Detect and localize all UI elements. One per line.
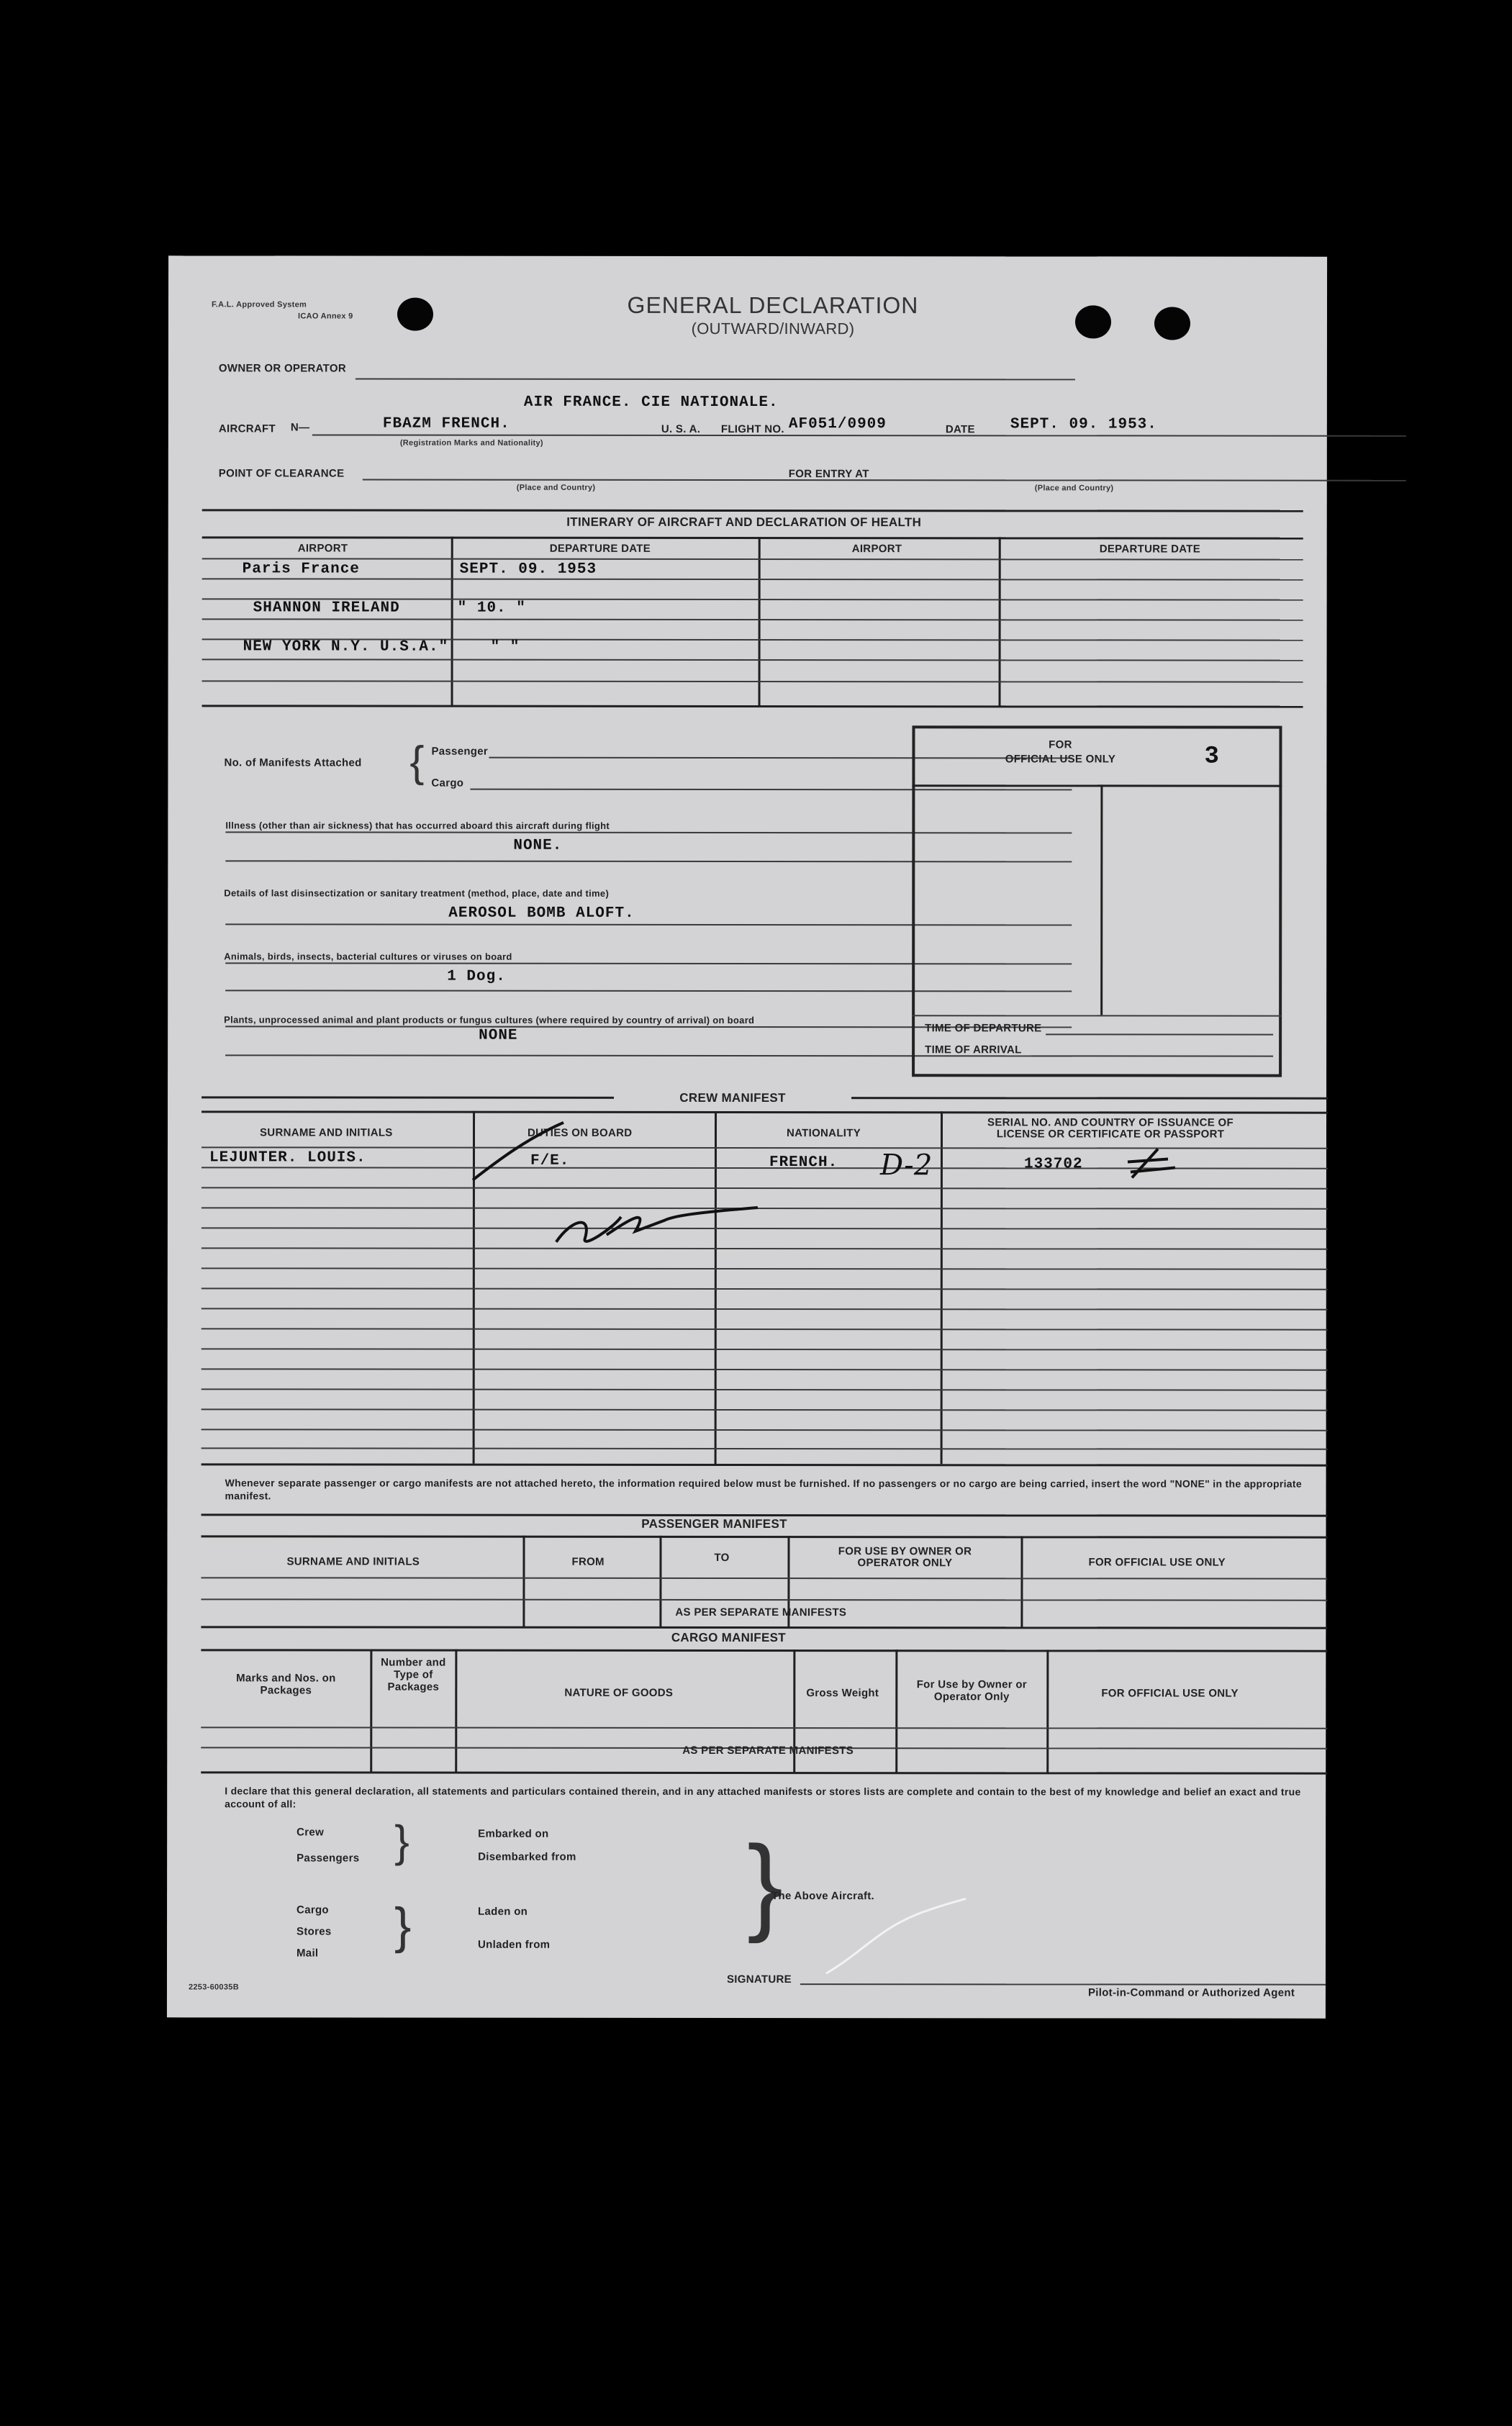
itinerary-airport-1: Paris France xyxy=(242,561,360,578)
embarked-decl: Embarked on xyxy=(478,1827,549,1840)
signature-line xyxy=(800,1983,1326,1986)
punch-hole-right-2 xyxy=(1154,307,1190,340)
itinerary-row-line xyxy=(202,658,1303,661)
animals-label: Animals, birds, insects, bacterial cultures or viruses on board xyxy=(224,951,512,962)
disinsect-value: AEROSOL BOMB ALOFT. xyxy=(448,905,635,922)
crew-surname-1: LEJUNTER. LOUIS. xyxy=(209,1149,366,1167)
itinerary-header-line xyxy=(202,536,1303,539)
form-subtitle: (OUTWARD/INWARD) xyxy=(691,319,855,338)
itinerary-date-3: " " xyxy=(490,638,520,656)
cargo-col-nature: NATURE OF GOODS xyxy=(564,1686,674,1699)
unladen-decl: Unladen from xyxy=(478,1938,551,1951)
passengers-decl: Passengers xyxy=(296,1852,360,1865)
pilot-label: Pilot-in-Command or Authorized Agent xyxy=(1087,1986,1295,1999)
itinerary-col-airport-1: AIRPORT xyxy=(297,542,348,555)
crew-row-line xyxy=(202,1429,1328,1431)
passenger-note: AS PER SEPARATE MANIFESTS xyxy=(675,1606,847,1619)
official-box-center xyxy=(1100,784,1103,1015)
itinerary-date-2: " 10. " xyxy=(457,599,526,617)
crew-duties-1: F/E. xyxy=(530,1152,570,1169)
clearance-line xyxy=(363,479,1406,481)
crew-row-line xyxy=(202,1328,1328,1330)
crew-title: CREW MANIFEST xyxy=(614,1091,851,1105)
punch-hole-left xyxy=(397,298,433,331)
mail-decl: Mail xyxy=(296,1947,319,1960)
cargo-col-weight: Gross Weight xyxy=(806,1687,879,1700)
aircraft-label: AIRCRAFT xyxy=(218,422,276,435)
passenger-col-4 xyxy=(1020,1536,1023,1628)
aircraft-prefix: N— xyxy=(290,421,310,434)
itinerary-row-line xyxy=(202,578,1303,580)
cargo-label: Cargo xyxy=(431,777,464,789)
entry-label: FOR ENTRY AT xyxy=(788,468,869,481)
brace-3: } xyxy=(747,1823,784,1945)
crew-col-nationality: NATIONALITY xyxy=(786,1127,861,1140)
time-departure-line xyxy=(1046,1033,1273,1035)
disembarked-decl: Disembarked from xyxy=(478,1850,576,1863)
passenger-row-line xyxy=(201,1598,1327,1601)
entry-sub: (Place and Country) xyxy=(1034,484,1114,493)
disinsect-label: Details of last disinsectization or sanitary treatment (method, place, date and time) xyxy=(224,887,610,899)
crew-col-duties: DUTIES ON BOARD xyxy=(527,1126,633,1139)
crew-col-3 xyxy=(941,1111,943,1464)
itinerary-title: ITINERARY OF AIRCRAFT AND DECLARATION OF HEALTH xyxy=(566,515,922,530)
animals-value: 1 Dog. xyxy=(447,968,506,985)
crew-nationality-1: FRENCH. xyxy=(769,1154,838,1172)
clearance-sub: (Place and Country) xyxy=(516,483,596,492)
signature-label: SIGNATURE xyxy=(726,1973,792,1986)
crew-row-line xyxy=(202,1187,1328,1189)
duties-check-mark xyxy=(470,1117,643,1189)
time-of-departure: TIME OF DEPARTURE xyxy=(925,1022,1042,1035)
crew-header-top xyxy=(202,1110,1328,1113)
time-of-arrival: TIME OF ARRIVAL xyxy=(925,1044,1022,1056)
usa-label: U. S. A. xyxy=(661,422,701,435)
manifests-brace: { xyxy=(409,737,425,786)
official-label: OFFICIAL USE ONLY xyxy=(1005,753,1116,766)
plants-value: NONE xyxy=(479,1027,518,1044)
crew-initials-signature xyxy=(549,1192,765,1257)
passenger-col-surname: SURNAME AND INITIALS xyxy=(286,1555,420,1568)
cargo-col-number: Number and Type of Packages xyxy=(381,1656,446,1693)
passenger-row-line xyxy=(201,1577,1327,1579)
notice-text: Whenever separate passenger or cargo manifests are not attached hereto, the information required below must be furnished. If no passengers or no cargo are being carried, insert the word "NONE" in the appropriate manifest. xyxy=(225,1477,1302,1502)
crew-row-line xyxy=(202,1388,1328,1390)
cargo-col-1 xyxy=(370,1649,372,1773)
crew-decl: Crew xyxy=(296,1826,325,1839)
cargo-decl: Cargo xyxy=(296,1904,329,1916)
itinerary-row-line xyxy=(202,558,1303,560)
crew-row-line xyxy=(202,1267,1328,1269)
itinerary-row-line xyxy=(202,680,1303,682)
cargo-col-5 xyxy=(1046,1649,1049,1773)
point-of-clearance-label: POINT OF CLEARANCE xyxy=(218,467,345,480)
owner-value: AIR FRANCE. CIE NATIONALE. xyxy=(523,394,779,412)
official-number: 3 xyxy=(1204,743,1220,771)
crew-row-line xyxy=(202,1408,1328,1411)
punch-hole-right-1 xyxy=(1075,305,1111,338)
official-box-time-line xyxy=(912,1015,1282,1016)
declaration-text: I declare that this general declaration, all statements and particulars contained therein, and in any attached manifests or stores lists are complete and contain to the best of my knowledge and belief an exact and true account of all: xyxy=(225,1785,1301,1810)
flight-label: FLIGHT NO. xyxy=(720,422,784,436)
owner-line xyxy=(356,379,1075,381)
brace-2: } xyxy=(394,1897,412,1954)
illness-value: NONE. xyxy=(513,837,563,854)
crew-col-surname: SURNAME AND INITIALS xyxy=(259,1126,393,1139)
declaration-form xyxy=(167,255,1327,2018)
passenger-bottom-line xyxy=(201,1626,1327,1629)
passenger-label: Passenger xyxy=(431,745,489,758)
crew-nationality-handwritten: D-2 xyxy=(879,1149,933,1182)
crew-row-line xyxy=(202,1368,1328,1370)
itinerary-col-departure-1: DEPARTURE DATE xyxy=(549,542,651,555)
cargo-title: CARGO MANIFEST xyxy=(671,1630,786,1645)
official-for: FOR xyxy=(1049,738,1072,751)
aircraft-registration: FBAZM FRENCH. xyxy=(382,415,510,433)
plants-label: Plants, unprocessed animal and plant products or fungus cultures (where required by country of arrival) on board xyxy=(224,1014,755,1026)
manifests-label: No. of Manifests Attached xyxy=(224,756,362,769)
cargo-col-owner: For Use by Owner or Operator Only xyxy=(916,1678,1027,1703)
crew-col-serial: SERIAL NO. AND COUNTRY OF ISSUANCE OF LICENSE OR CERTIFICATE OR PASSPORT xyxy=(987,1116,1234,1141)
itinerary-date-1: SEPT. 09. 1953 xyxy=(459,561,597,578)
passenger-header-top xyxy=(202,1535,1328,1538)
crew-col-2 xyxy=(715,1111,717,1464)
crew-serial-1: 133702 xyxy=(1023,1156,1083,1173)
official-box-divider xyxy=(912,784,1282,787)
passenger-title: PASSENGER MANIFEST xyxy=(641,1516,787,1531)
time-arrival-line xyxy=(1031,1055,1273,1056)
itinerary-airport-3: NEW YORK N.Y. U.S.A." xyxy=(243,638,449,656)
form-number: 2253-60035B xyxy=(188,1983,239,1992)
itinerary-airport-2: SHANNON IRELAND xyxy=(253,599,400,617)
passenger-col-2 xyxy=(659,1536,661,1628)
date-label: DATE xyxy=(945,423,975,436)
cargo-col-marks: Marks and Nos. on Packages xyxy=(236,1672,336,1697)
icao-annex: ICAO Annex 9 xyxy=(297,312,353,321)
illness-label: Illness (other than air sickness) that has occurred aboard this aircraft during flight xyxy=(225,820,610,831)
crew-row-line xyxy=(202,1348,1328,1350)
crew-serial-mark xyxy=(1125,1146,1182,1182)
passenger-col-official: FOR OFFICIAL USE ONLY xyxy=(1088,1556,1226,1569)
crew-row-line xyxy=(202,1308,1328,1310)
laden-decl: Laden on xyxy=(478,1905,528,1918)
stores-decl: Stores xyxy=(296,1925,332,1938)
signature-mark xyxy=(822,1894,995,1981)
flight-value: AF051/0909 xyxy=(788,416,887,433)
itinerary-row-line xyxy=(202,618,1303,620)
itinerary-top-line xyxy=(202,509,1303,512)
aircraft-sub: (Registration Marks and Nationality) xyxy=(399,438,543,448)
passenger-col-to: TO xyxy=(714,1551,730,1564)
brace-1: } xyxy=(394,1816,410,1867)
crew-bottom-line xyxy=(202,1463,1328,1466)
aircraft-line xyxy=(312,434,1406,436)
fal-approved: F.A.L. Approved System xyxy=(212,300,307,309)
crew-row-line xyxy=(202,1447,1328,1449)
cargo-note: AS PER SEPARATE MANIFESTS xyxy=(682,1744,854,1757)
above-aircraft: The Above Aircraft. xyxy=(771,1890,875,1903)
passenger-col-owner: FOR USE BY OWNER OR OPERATOR ONLY xyxy=(838,1545,972,1570)
cargo-col-4 xyxy=(895,1649,897,1773)
itinerary-col-departure-2: DEPARTURE DATE xyxy=(1099,543,1201,556)
crew-row-line xyxy=(202,1287,1328,1290)
cargo-col-2 xyxy=(455,1649,457,1773)
form-title: GENERAL DECLARATION xyxy=(627,291,919,319)
cargo-col-official: FOR OFFICIAL USE ONLY xyxy=(1101,1687,1239,1700)
itinerary-bottom-line xyxy=(202,705,1303,707)
passenger-col-from: FROM xyxy=(571,1555,605,1568)
owner-label: OWNER OR OPERATOR xyxy=(218,362,347,375)
cargo-bottom-line xyxy=(201,1771,1327,1774)
date-value: SEPT. 09. 1953. xyxy=(1010,416,1157,433)
passenger-col-1 xyxy=(522,1536,525,1628)
itinerary-col-airport-2: AIRPORT xyxy=(851,543,902,556)
